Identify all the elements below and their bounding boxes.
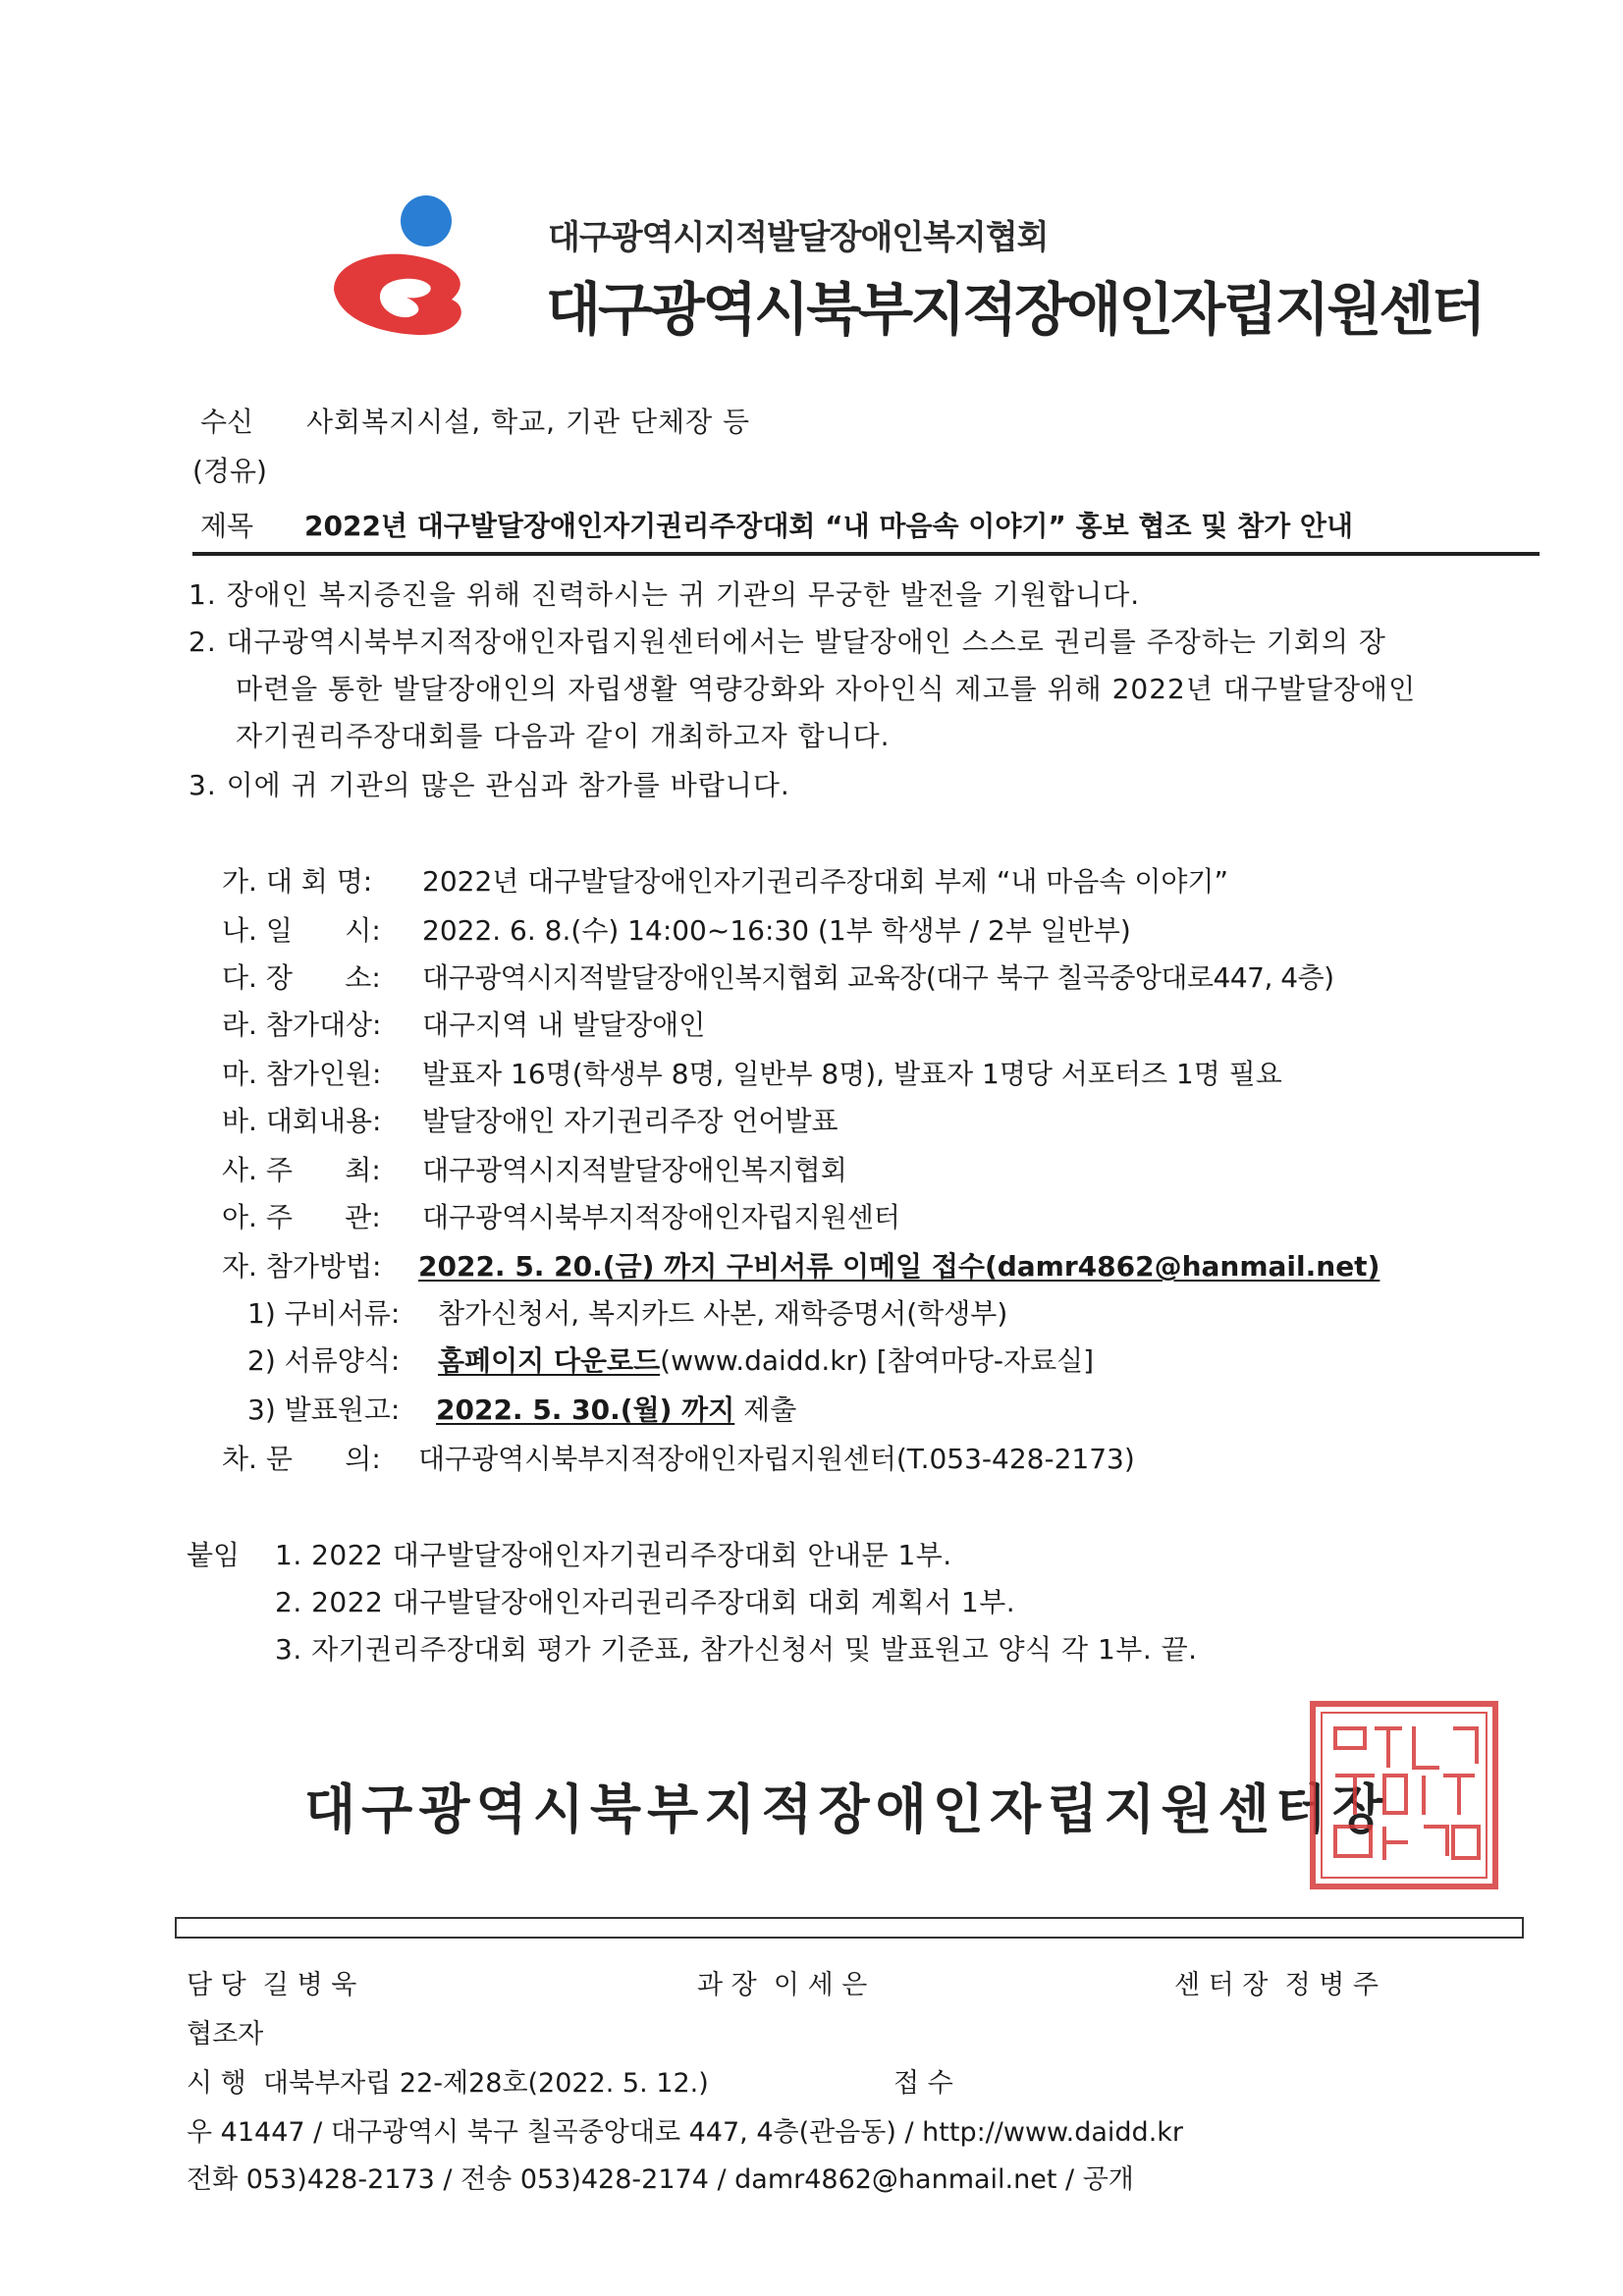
- footer-receipt: 접 수: [893, 2068, 953, 2099]
- detail-label-host: 사. 주 최:: [222, 1154, 381, 1186]
- method-sub3-value: [436, 1393, 796, 1428]
- footer-box: [175, 1917, 1524, 1939]
- subject-label: 제목: [200, 510, 254, 542]
- detail-value-content: 발달장애인 자기권리주장 언어발표: [422, 1105, 839, 1137]
- detail-label-target: 라. 참가대상:: [222, 1009, 382, 1041]
- attachment-item-1: 1. 2022 대구발달장애인자기권리주장대회 안내문 1부.: [275, 1539, 952, 1571]
- detail-label-datetime: 나. 일 시:: [222, 914, 381, 947]
- method-sub1-label: 1) 구비서류:: [247, 1297, 401, 1330]
- detail-label-event: 가. 대 회 명:: [222, 865, 373, 898]
- subject-divider: [192, 552, 1540, 556]
- footer-address: 우 41447 / 대구광역시 북구 칠곡중앙대로 447, 4층(관음동) / http://www.daidd.kr: [187, 2117, 1184, 2148]
- detail-value-target: 대구지역 내 발달장애인: [422, 1009, 706, 1041]
- footer-staff: 담 당 길 병 욱: [187, 1970, 357, 2000]
- detail-label-participants: 마. 참가인원:: [222, 1058, 382, 1090]
- method-label: 자. 참가방법:: [222, 1250, 382, 1283]
- detail-value-organizer: 대구광역시북부지적장애인자립지원센터: [422, 1201, 900, 1233]
- org-logo: [324, 191, 491, 339]
- method-sub2-bold: 홈페이지 다운로드: [438, 1344, 661, 1377]
- method-sub2-label: 2) 서류양식:: [247, 1344, 401, 1377]
- detail-value-datetime: 2022. 6. 8.(수) 14:00~16:30 (1부 학생부 / 2부 일반부): [422, 914, 1131, 947]
- via-label: (경유): [192, 455, 267, 487]
- body-paragraph-2c: 자기권리주장대회를 다음과 같이 개최하고자 합니다.: [236, 720, 891, 752]
- recipient-label: 수신: [200, 406, 254, 438]
- official-seal: [1310, 1701, 1498, 1889]
- org-name: 대구광역시북부지적장애인자립지원센터: [546, 276, 1484, 343]
- method-sub2-value: [438, 1343, 1094, 1379]
- seal-icon: [1316, 1707, 1492, 1884]
- method-sub3-label: 3) 발표원고:: [247, 1394, 401, 1426]
- footer-enforcement: 시 행 대북부자립 22-제28호(2022. 5. 12.): [187, 2068, 709, 2099]
- footer-manager: 과 장 이 세 은: [697, 1970, 868, 2000]
- body-paragraph-2a: 2. 대구광역시북부지적장애인자립지원센터에서는 발달장애인 스스로 권리를 주장하는 기회의 장: [189, 626, 1386, 658]
- body-paragraph-1: 1. 장애인 복지증진을 위해 진력하시는 귀 기관의 무궁한 발전을 기원합니다.: [189, 578, 1141, 611]
- detail-value-venue: 대구광역시지적발달장애인복지협회 교육장(대구 북구 칠곡중앙대로447, 4층): [422, 961, 1334, 994]
- method-value: 2022. 5. 20.(금) 까지 구비서류 이메일 접수(damr4862@hanmail.net): [418, 1250, 1380, 1283]
- recipient-value: 사회복지시설, 학교, 기관 단체장 등: [306, 406, 751, 438]
- method-sub3-bold: 2022. 5. 30.(월) 까지: [436, 1394, 735, 1426]
- signature-title: 대구광역시북부지적장애인자립지원센터장: [304, 1777, 1390, 1840]
- detail-value-event: 2022년 대구발달장애인자기권리주장대회 부제 “내 마음속 이야기”: [422, 865, 1228, 898]
- org-logo-mark: [324, 191, 491, 339]
- footer-cooperator: 협조자: [187, 2019, 264, 2050]
- inquiry-value: 대구광역시북부지적장애인자립지원센터(T.053-428-2173): [418, 1443, 1135, 1475]
- footer-director: 센 터 장 정 병 주: [1174, 1970, 1379, 2000]
- detail-label-organizer: 아. 주 관:: [222, 1201, 381, 1233]
- method-sub1-value: 참가신청서, 복지카드 사본, 재학증명서(학생부): [438, 1297, 1008, 1330]
- method-sub3-rest: 제출: [734, 1394, 797, 1426]
- detail-label-content: 바. 대회내용:: [222, 1105, 382, 1137]
- inquiry-label: 차. 문 의:: [222, 1443, 381, 1475]
- method-sub2-rest: (www.daidd.kr) [참여마당-자료실]: [660, 1344, 1095, 1377]
- detail-value-host: 대구광역시지적발달장애인복지협회: [422, 1154, 847, 1186]
- attachments-label: 붙임: [187, 1539, 241, 1571]
- body-paragraph-2b: 마련을 통한 발달장애인의 자립생활 역량강화와 자아인식 제고를 위해 2022년 대구발달장애인: [236, 673, 1417, 705]
- subject-value: 2022년 대구발달장애인자기권리주장대회 “내 마음속 이야기” 홍보 협조 및 참가 안내: [304, 510, 1354, 542]
- detail-label-venue: 다. 장 소:: [222, 961, 381, 994]
- footer-contact: 전화 053)428-2173 / 전송 053)428-2174 / damr4862@hanmail.net / 공개: [187, 2164, 1134, 2195]
- attachment-item-3: 3. 자기권리주장대회 평가 기준표, 참가신청서 및 발표원고 양식 각 1부. 끝.: [275, 1633, 1198, 1666]
- detail-value-participants: 발표자 16명(학생부 8명, 일반부 8명), 발표자 1명당 서포터즈 1명 필요: [422, 1058, 1282, 1090]
- org-parent-name: 대구광역시지적발달장애인복지협회: [548, 218, 1049, 257]
- body-paragraph-3: 3. 이에 귀 기관의 많은 관심과 참가를 바랍니다.: [189, 769, 790, 801]
- attachment-item-2: 2. 2022 대구발달장애인자리권리주장대회 대회 계획서 1부.: [275, 1586, 1016, 1618]
